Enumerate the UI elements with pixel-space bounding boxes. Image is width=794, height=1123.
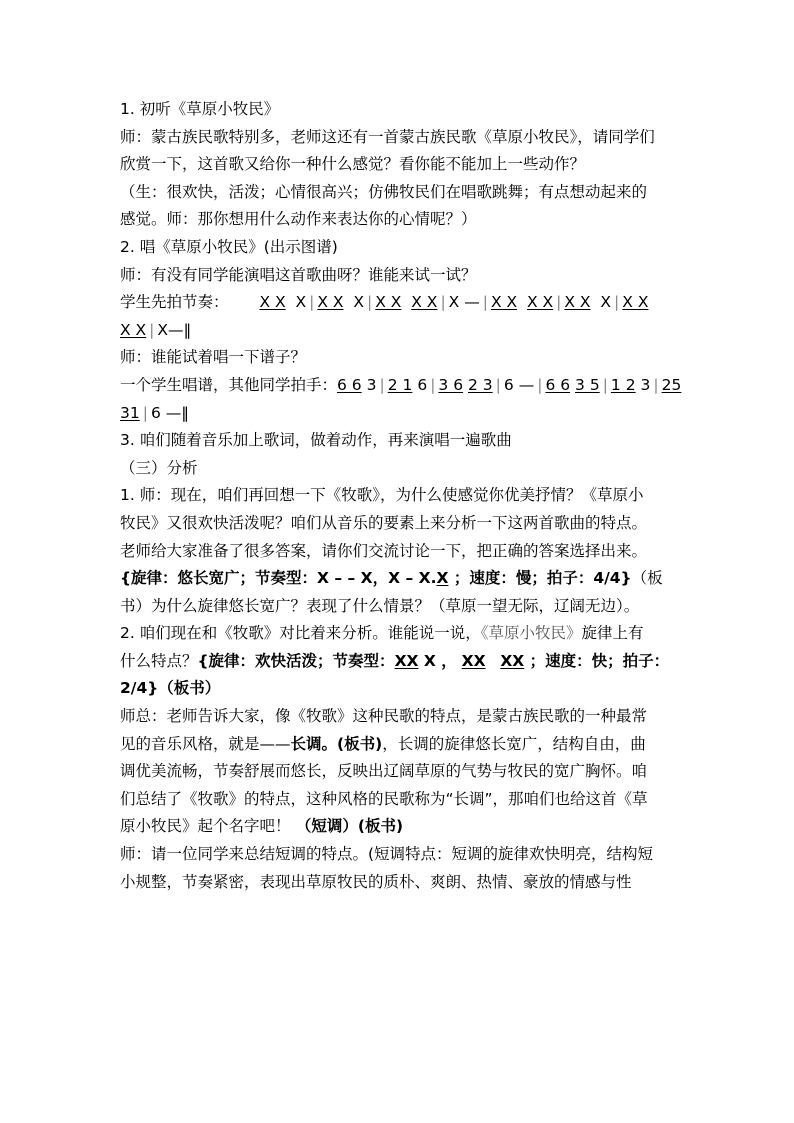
paragraph-line: 欣赏一下，这首歌又给你一种什么感觉？看你能不能加上一些动作？ (120, 155, 586, 174)
paragraph-line: 小规整，节奏紧密，表现出草原牧民的质朴、爽朗、热情、豪放的情感与性 (120, 872, 632, 891)
melody-note: 6 6 (337, 375, 362, 394)
text-run: ，长调的旋律悠长宽广，结构自由，曲 (382, 734, 646, 753)
text-run: 见的音乐风格，就是—— (120, 734, 291, 753)
heading-sing: 2. 唱《草原小牧民》(出示图谱) (120, 237, 338, 256)
melody-note: 25 (661, 375, 682, 394)
paragraph-line: 师：有没有同学能演唱这首歌曲呀？谁能来试一试？ (120, 265, 477, 284)
rhythm-note: X X (411, 293, 438, 312)
answer-line-muge (120, 565, 680, 593)
rhythm-note: X (353, 293, 364, 312)
bold-answer-underlined: XX (500, 651, 525, 670)
answer-line-caoyuan (120, 648, 680, 676)
text-run: 原小牧民》起个名字吧！ (120, 817, 291, 836)
rhythm-note: X — (448, 293, 480, 312)
section-heading-analysis: （三）分析 (120, 458, 198, 477)
paragraph-line (120, 813, 680, 841)
board-note: （板 (631, 569, 663, 588)
rhythm-note: X X (120, 320, 147, 339)
paragraph-line: 师：谁能试着唱一下谱子？ (120, 348, 307, 367)
paragraph-line: 3. 咱们随着音乐加上歌词，做着动作，再来演唱一遍歌曲 (120, 431, 512, 450)
melody-line: 一个学生唱谱，其他同学拍手：6 6 3 | 2 1 6 | 3 6 2 3 | 6 — | 6 6 3 5 | 1 2 3 | 25 (120, 375, 682, 394)
paragraph-line: 书）为什么旋律悠长宽广？表现了什么情景？（草原一望无际，辽阔无边）。 (120, 596, 640, 615)
melody-line-cont: 31 | 6 —‖ (120, 403, 190, 422)
rhythm-note: X X (375, 293, 402, 312)
melody-note: 2 3 (468, 375, 493, 394)
rhythm-note: X X (490, 293, 518, 312)
paragraph-line: 感觉。师：那你想用什么动作来表达你的心情呢？） (120, 210, 477, 229)
text-run: 什么特点？ (120, 651, 198, 670)
melody-note: 31 (120, 403, 140, 422)
paragraph-line: 调优美流畅，节奏舒展而悠长，反映出辽阔草原的气势与牧民的宽广胸怀。咱 (120, 762, 648, 781)
rhythm-note: X—‖ (157, 320, 192, 339)
rhythm-line-cont: X X | X—‖ (120, 320, 192, 339)
melody-prefix: 一个学生唱谱，其他同学拍手： (120, 375, 338, 394)
melody-note: 6 — (503, 375, 535, 394)
bold-answer: {旋律：悠长宽广；节奏型：X – – X，X – X. (120, 569, 437, 588)
paragraph-line: 们总结了《牧歌》的特点，这种风格的民歌称为“长调”，那咱们也给这首《草 (120, 789, 648, 808)
bold-answer-underlined: X (436, 569, 449, 588)
bold-answer: 2/4}（板书） (120, 679, 221, 698)
rhythm-note: X X (622, 293, 649, 312)
melody-note: 3 (640, 375, 651, 394)
text-run: 旋律上有 (581, 624, 644, 643)
bold-answer-underlined: XX (461, 651, 486, 670)
paragraph-line (120, 731, 680, 759)
rhythm-line: 学生先拍节奏： X X X | X X X | X X X X | X — | X X X X | X X X | X X (120, 293, 649, 312)
paragraph-line: 牧民》又很欢快活泼呢？咱们从音乐的要素上来分析一下这两首歌曲的特点。 (120, 513, 648, 532)
bold-answer: {旋律：欢快活泼；节奏型： (197, 651, 395, 670)
rhythm-note: X X (526, 293, 554, 312)
document-body (120, 96, 680, 896)
paragraph-line (120, 620, 680, 648)
melody-note: 3 (366, 375, 377, 394)
text-run-grey: 《草原小牧民》 (480, 624, 582, 643)
rhythm-note: X X (564, 293, 591, 312)
text-run: 2. 咱们现在和《牧歌》对比着来分析。谁能说一说， (120, 624, 481, 643)
heading-first-listen: 1. 初听《草原小牧民》 (120, 100, 280, 118)
paragraph-line: 老师给大家准备了很多答案，请你们交流讨论一下，把正确的答案选择出来。 (120, 541, 648, 560)
melody-note: 6 6 (545, 375, 571, 394)
paragraph-line: 1. 师：现在，咱们再回想一下《牧歌》，为什么使感觉你优美抒情？《草原小 (120, 486, 644, 505)
bold-answer: ；速度：慢；拍子：4/4} (448, 569, 632, 588)
rhythm-prefix: 学生先拍节奏： (120, 293, 229, 312)
melody-note: 1 2 (610, 375, 636, 394)
paragraph-line: 师：请一位同学来总结短调的特点。(短调特点：短调的旋律欢快明亮，结构短 (120, 845, 654, 864)
paragraph-line: （生：很欢快，活泼；心情很高兴；仿佛牧民们在唱歌跳舞；有点想动起来的 (120, 182, 648, 201)
melody-note: 2 1 (387, 375, 413, 394)
rhythm-note: X (295, 293, 307, 312)
rhythm-note: X (600, 293, 612, 312)
melody-note: 6 (417, 375, 428, 394)
bold-term: 长调。(板书) (290, 734, 383, 753)
rhythm-note: X X (317, 293, 344, 312)
paragraph-line: 师：蒙古族民歌特别多，老师这还有一首蒙古族民歌《草原小牧民》，请同学们 (120, 127, 655, 146)
melody-note: 3 5 (575, 375, 600, 394)
bold-term: （短调）(板书) (290, 817, 404, 836)
bold-answer: X ， (418, 651, 457, 670)
bold-answer: ；速度：快；拍子： (524, 651, 670, 670)
bold-answer-underlined: XX (394, 651, 419, 670)
melody-note: 6 —‖ (150, 403, 190, 422)
paragraph-line: 师总：老师告诉大家，像《牧歌》这种民歌的特点，是蒙古族民歌的一种最常 (120, 707, 648, 726)
melody-note: 3 6 (438, 375, 464, 394)
rhythm-note: X X (259, 293, 286, 312)
